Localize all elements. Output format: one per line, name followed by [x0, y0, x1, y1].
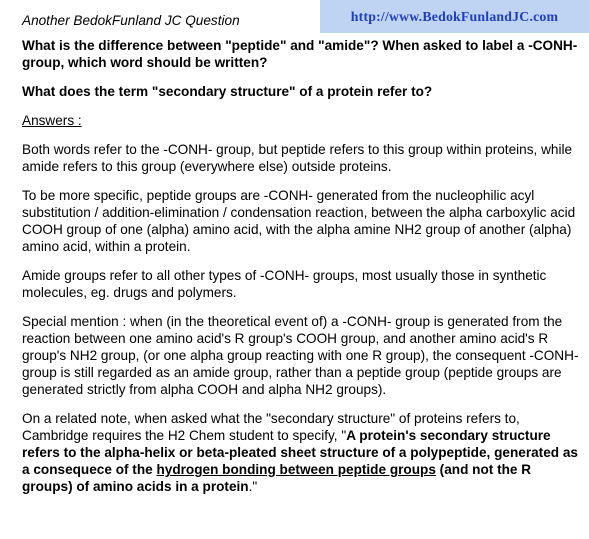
- document-body: [22, 12, 582, 507]
- final-plain-text-1: On a related note, when asked what the "secondary structure" of proteins refers to, Cambridge requires the H2 Chem student to specify, ": [22, 411, 520, 443]
- final-bold-underlined-text: hydrogen bonding between peptide groups: [156, 462, 436, 477]
- page-title: Another BedokFunland JC Question: [22, 13, 240, 28]
- website-url: http://www.BedokFunlandJC.com: [350, 8, 559, 24]
- answer-paragraph-1: Both words refer to the -CONH- group, but peptide refers to this group within proteins, while amide refers to this group (everywhere else) outside proteins.: [22, 142, 573, 174]
- answers-heading: Answers :: [22, 113, 82, 128]
- final-bold-text-2: (and not the R groups) of amino acids in a protein: [22, 462, 532, 494]
- final-bold-text-1: A protein's secondary structure refers to the alpha-helix or beta-pleated sheet structure of a polypeptide, generated as a consequece of the: [22, 428, 578, 477]
- question-1: What is the difference between "peptide" and "amide"? When asked to label a -CONH- group, which word should be written?: [22, 38, 578, 70]
- answer-paragraph-3: Amide groups refer to all other types of -CONH- groups, most usually those in synthetic molecules, eg. drugs and polymers.: [22, 268, 547, 300]
- final-plain-text-2: .": [248, 479, 258, 494]
- answer-paragraph-2: To be more specific, peptide groups are -CONH- generated from the nucleophilic acyl substitution / addition-elimination / condensation reaction, between the alpha carboxylic acid COOH group of one (alpha) amino acid, with the alpha amine NH2 group of another (alpha) amino acid, within a protein.: [22, 188, 576, 254]
- answer-paragraph-4: Special mention : when (in the theoretical event of) a -CONH- group is generated from the reaction between one amino acid's R group's COOH group, and another amino acid's R group's NH2 group, (or one alpha group reacting with one R group), the consequent -CONH- group is still regarded as an amide group, rather than a peptide group (peptide groups are generated strictly from alpha COOH and alpha NH2 groups).: [22, 314, 579, 397]
- answer-paragraph-5: [22, 410, 582, 495]
- question-2: What does the term "secondary structure" of a protein refer to?: [22, 84, 433, 99]
